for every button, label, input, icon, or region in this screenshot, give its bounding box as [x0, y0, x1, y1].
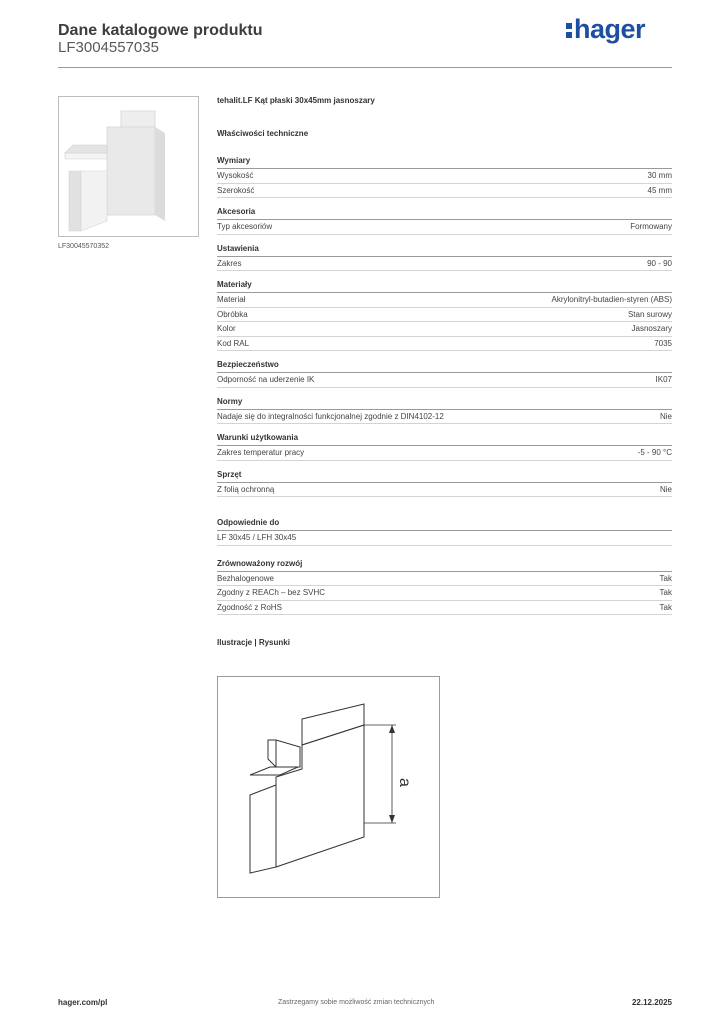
- spec-row: [217, 293, 672, 308]
- footer-disclaimer: Zastrzegamy sobie możliwość zmian technicznych: [278, 999, 435, 1006]
- spec-row: [217, 373, 672, 388]
- row-value: Tak: [659, 602, 672, 612]
- dimension-label: a: [396, 778, 413, 787]
- spec-row: [217, 483, 672, 498]
- illustrations-title: Ilustracje | Rysunki: [217, 638, 290, 647]
- row-label: Zgodność z RoHS: [217, 602, 282, 612]
- group-title: Akcesoria: [217, 206, 672, 220]
- hager-logo: [566, 14, 645, 45]
- row-label: Kolor: [217, 324, 236, 333]
- spec-row: [217, 308, 672, 323]
- row-value: Nie: [659, 411, 672, 421]
- row-label: Materiał: [217, 295, 246, 304]
- product-code: LF3004557035: [58, 39, 159, 56]
- technical-drawing: [217, 676, 440, 898]
- group-title: Materiały: [217, 279, 672, 293]
- row-label: Kod RAL: [217, 338, 250, 348]
- footer-date: 22.12.2025: [631, 998, 672, 1007]
- group-title: Warunki użytkowania: [217, 432, 672, 446]
- product-title: tehalit.LF Kąt płaski 30x45mm jasnoszary: [217, 96, 375, 105]
- row-label: LF 30x45 / LFH 30x45: [217, 533, 297, 542]
- group-title: Zrównoważony rozwój: [217, 558, 672, 572]
- group-title: Wymiary: [217, 155, 672, 169]
- spec-group: [217, 359, 672, 388]
- row-value: Tak: [659, 588, 672, 597]
- row-label: Obróbka: [217, 309, 248, 319]
- spec-row: [217, 446, 672, 461]
- spec-group: [217, 469, 672, 498]
- spec-row: [217, 169, 672, 184]
- spec-row: [217, 410, 672, 425]
- spec-group: [217, 279, 672, 351]
- spec-row: [217, 257, 672, 272]
- group-title: Normy: [217, 396, 672, 410]
- spec-row: [217, 586, 672, 601]
- row-label: Z folią ochronną: [217, 484, 275, 494]
- photo-caption: LF30045570352: [58, 243, 109, 250]
- row-label: Wysokość: [217, 171, 254, 180]
- row-label: Bezhalogenowe: [217, 573, 274, 583]
- spec-groups: [217, 155, 672, 497]
- row-value: Stan surowy: [627, 309, 672, 319]
- row-value: -5 - 90 °C: [637, 448, 672, 457]
- page-title: Dane katalogowe produktu: [58, 22, 263, 39]
- row-label: Zgodny z REACh – bez SVHC: [217, 588, 326, 597]
- footer-website: hager.com/pl: [58, 998, 108, 1007]
- spec-row: [217, 220, 672, 235]
- spec-group: [217, 432, 672, 461]
- spec-content: [217, 96, 672, 649]
- group-title: Odpowiednie do: [217, 517, 672, 531]
- spec-group: [217, 243, 672, 272]
- row-label: Zakres: [217, 258, 242, 268]
- suitable-section: [217, 517, 672, 546]
- row-label: Nadaje się do integralności funkcjonalnej zgodnie z DIN4102-12: [217, 411, 444, 421]
- row-value: Tak: [659, 573, 672, 583]
- group-title: Sprzęt: [217, 469, 672, 483]
- spec-row: [217, 531, 672, 546]
- spec-group: [217, 396, 672, 425]
- row-value: 90 - 90: [647, 258, 672, 268]
- row-value: Akrylonitryl-butadien-styren (ABS): [551, 295, 672, 304]
- spec-row: [217, 322, 672, 337]
- sustainability-section: [217, 558, 672, 616]
- row-value: 30 mm: [647, 171, 672, 180]
- group-title: Bezpieczeństwo: [217, 359, 672, 373]
- logo-text: hager: [574, 14, 646, 44]
- spec-row: [217, 572, 672, 587]
- spec-row: [217, 337, 672, 352]
- row-label: Typ akcesoriów: [217, 222, 273, 231]
- header-divider: [58, 67, 672, 68]
- row-value: Formowany: [630, 222, 672, 231]
- spec-group: [217, 155, 672, 198]
- row-value: Nie: [659, 484, 672, 494]
- properties-title: Właściwości techniczne: [217, 129, 309, 138]
- spec-group: [217, 206, 672, 235]
- spec-row: [217, 184, 672, 199]
- row-value: 7035: [654, 338, 672, 348]
- row-label: Odporność na uderzenie IK: [217, 375, 315, 384]
- row-value: 45 mm: [647, 185, 672, 195]
- row-value: Jasnoszary: [631, 324, 672, 333]
- spec-row: [217, 601, 672, 616]
- row-label: Zakres temperatur pracy: [217, 448, 305, 457]
- product-photo: [58, 96, 199, 237]
- group-title: Ustawienia: [217, 243, 672, 257]
- row-value: IK07: [655, 375, 672, 384]
- row-label: Szerokość: [217, 185, 255, 195]
